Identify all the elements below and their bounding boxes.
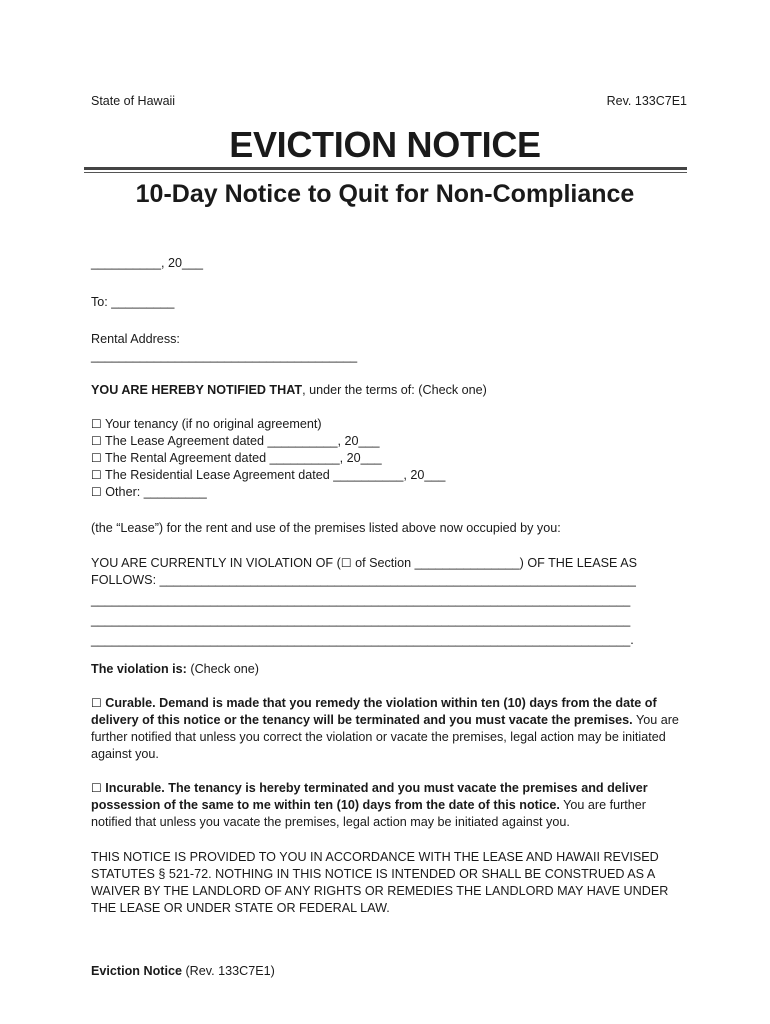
document-title: EVICTION NOTICE	[229, 124, 541, 165]
violation-line: FOLLOWS: ____________________________________________________________________	[91, 573, 636, 587]
checkbox-icon[interactable]: ☐	[91, 696, 102, 710]
rental-address-blank: ______________________________________	[91, 349, 358, 363]
checkbox-icon[interactable]: ☐	[91, 451, 102, 465]
rental-address	[91, 331, 683, 365]
violation-is-heading: The violation is: (Check one)	[91, 662, 259, 676]
checkbox-icon[interactable]: ☐	[91, 781, 102, 795]
lease-option: ☐ Your tenancy (if no original agreement)	[91, 417, 322, 431]
checkbox-icon[interactable]: ☐	[91, 485, 102, 499]
revision-label: Rev. 133C7E1	[606, 94, 687, 108]
incurable-option: ☐ Incurable. The tenancy is hereby terminated and you must vacate the premises and deliver possession of the same to me within ten (10) days from the date of this notice. You are further notified that unless you vacate the premises, legal action may be initiated against you.	[91, 781, 648, 829]
rental-address-label: Rental Address:	[91, 332, 180, 346]
checkbox-icon[interactable]: ☐	[91, 417, 102, 431]
violation-line: _____________________________________________________________________________	[91, 613, 631, 627]
violation-line: YOU ARE CURRENTLY IN VIOLATION OF (☐ of Section _______________) OF THE LEASE AS	[91, 556, 638, 570]
lease-option: ☐ The Lease Agreement dated __________, 20___	[91, 434, 380, 448]
violation-section	[91, 555, 683, 649]
lease-option: ☐ The Rental Agreement dated __________, 20___	[91, 451, 382, 465]
checkbox-icon[interactable]: ☐	[91, 434, 102, 448]
document-subtitle: 10-Day Notice to Quit for Non-Compliance	[135, 180, 635, 208]
page-footer: Eviction Notice (Rev. 133C7E1)	[91, 964, 275, 978]
notified-bold: YOU ARE HEREBY NOTIFIED THAT	[91, 383, 303, 397]
lease-option: ☐ Other: _________	[91, 485, 207, 499]
violation-line: _____________________________________________________________________________	[91, 593, 631, 607]
title-divider-thin	[84, 172, 687, 173]
curable-option: ☐ Curable. Demand is made that you remedy the violation within ten (10) days from the date of delivery of this notice or the tenancy will be terminated and you must vacate the premises. You are further notified that unless you correct the violation or vacate the premises, legal action may be initiated against you.	[91, 696, 679, 761]
state-label: State of Hawaii	[91, 94, 176, 108]
lease-option: ☐ The Residential Lease Agreement dated __________, 20___	[91, 468, 446, 482]
legal-notice: THIS NOTICE IS PROVIDED TO YOU IN ACCORDANCE WITH THE LEASE AND HAWAII REVISED STATUTES § 521-72. NOTHING IN THIS NOTICE IS INTENDED OR SHALL BE CONSTRUED AS A WAIVER BY THE LANDLORD OF ANY RIGHTS OR REMEDIES THE LANDLORD MAY HAVE UNDER THE LEASE OR UNDER STATE OR FEDERAL LAW.	[91, 850, 669, 915]
date-line: __________, 20___	[91, 256, 204, 270]
notified-rest: , under the terms of: (Check one)	[302, 383, 487, 397]
violation-line: _____________________________________________________________________________.	[91, 633, 634, 647]
notified-statement	[91, 382, 683, 399]
checkbox-icon[interactable]: ☐	[91, 468, 102, 482]
to-line: To: _________	[91, 295, 175, 309]
lease-options-list	[91, 416, 683, 501]
title-divider-thick	[84, 167, 687, 170]
checkbox-icon[interactable]: ☐	[340, 556, 352, 570]
lease-statement: (the “Lease”) for the rent and use of the premises listed above now occupied by you:	[91, 521, 561, 535]
